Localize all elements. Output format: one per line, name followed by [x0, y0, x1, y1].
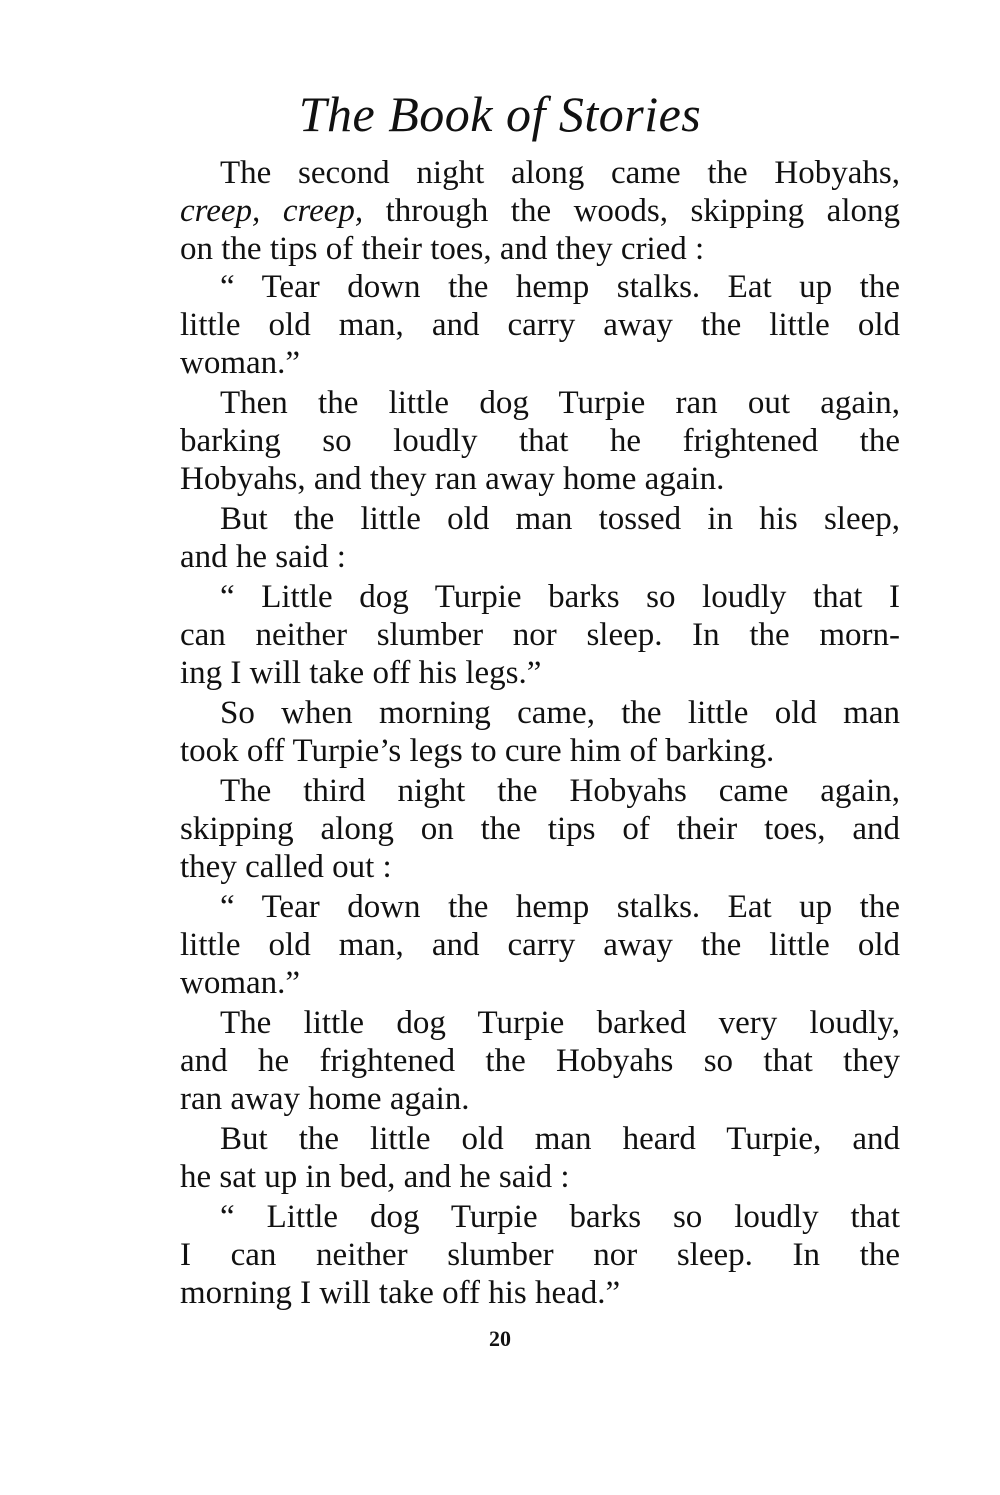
text-line: ing I will take off his legs.”	[180, 655, 542, 691]
text-line: barking so loudly that he frightened the	[180, 423, 900, 459]
text-line: Hobyahs, and they ran away home again.	[180, 461, 725, 497]
page-number: 20	[489, 1326, 511, 1351]
text-line: they called out :	[180, 849, 392, 885]
text-line: The second night along came the Hobyahs,	[220, 155, 900, 191]
italic-word: creep,	[180, 193, 261, 229]
text-line: and he frightened the Hobyahs so that they	[180, 1043, 900, 1079]
text-line: “ Tear down the hemp stalks. Eat up the	[220, 889, 900, 925]
text-line: skipping along on the tips of their toes, and	[180, 811, 900, 847]
text-span: through the woods, skipping along	[385, 193, 900, 229]
text-line: The little dog Turpie barked very loudly,	[220, 1005, 900, 1041]
text-line: on the tips of their toes, and they cried :	[180, 231, 705, 267]
text-line: “ Little dog Turpie barks so loudly that	[220, 1199, 900, 1235]
italic-word: creep,	[282, 193, 364, 229]
text-line: little old man, and carry away the little old	[180, 927, 900, 963]
text-line: The third night the Hobyahs came again,	[220, 773, 900, 809]
text-line: Then the little dog Turpie ran out again,	[220, 385, 900, 421]
text-line: took off Turpie’s legs to cure him of barking.	[180, 733, 775, 769]
text-line: “ Tear down the hemp stalks. Eat up the	[220, 269, 900, 305]
text-line: little old man, and carry away the little old	[180, 307, 900, 343]
text-line: morning I will take off his head.”	[180, 1275, 621, 1311]
running-head: The Book of Stories	[298, 86, 702, 142]
text-line: can neither slumber nor sleep. In the morn-	[180, 617, 900, 653]
text-line: he sat up in bed, and he said :	[180, 1159, 570, 1195]
text-line: So when morning came, the little old man	[220, 695, 900, 731]
text-line	[180, 192, 900, 230]
text-line: But the little old man tossed in his sleep,	[220, 501, 900, 537]
text-line: I can neither slumber nor sleep. In the	[180, 1237, 900, 1273]
text-line: “ Little dog Turpie barks so loudly that I	[220, 579, 900, 615]
text-line: woman.”	[180, 965, 301, 1001]
text-line: and he said :	[180, 539, 346, 575]
text-line: ran away home again.	[180, 1081, 470, 1117]
text-line: woman.”	[180, 345, 301, 381]
text-line: But the little old man heard Turpie, and	[220, 1121, 900, 1157]
